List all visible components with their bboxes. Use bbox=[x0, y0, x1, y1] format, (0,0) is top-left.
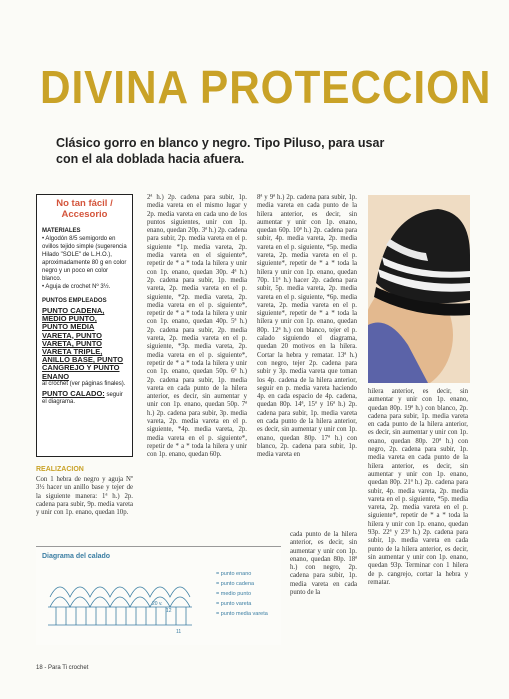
instructions-column-1: Con 1 hebra de negro y aguja Nº 3½ hacer un anillo base y tejer de la siguiente manera: 1ª h.) 2p. cadena para subir, 9p. media vareta y unir con 1p. enano, quedan 10p. bbox=[36, 476, 133, 517]
legend-item: = punto cadena bbox=[216, 581, 255, 587]
point-item: PUNTO MEDIA bbox=[42, 322, 95, 332]
calado-label: PUNTO CALADO: bbox=[42, 388, 105, 398]
hat-photo bbox=[368, 195, 470, 383]
page-subtitle: Clásico gorro en blanco y negro. Tipo Piluso, para usar con el ala doblada hacia afuera. bbox=[56, 136, 385, 166]
legend-item: = punto media vareta bbox=[216, 611, 268, 617]
page-footer: 18 - Para Ti crochet bbox=[36, 665, 89, 671]
stitch-diagram bbox=[36, 546, 281, 645]
points-heading: PUNTOS EMPLEADOS bbox=[42, 298, 107, 304]
repeat-label: 20 v. bbox=[152, 601, 163, 607]
point-item: CANGREJO Y PUNTO bbox=[42, 363, 120, 373]
point-item: ANILLO BASE, PUNTO bbox=[42, 355, 124, 365]
diagram-legend bbox=[216, 571, 268, 617]
page-title: DIVINA PROTECCION bbox=[40, 61, 492, 113]
instructions-column-3: 8ª y 9ª h.) 2p. cadena para subir, 1p. media vareta en cada punto de la hilera anterior, es decir, sin aumentar y unir con 1p. enano, quedan 60p. 10ª h.) 2p. cadena para subir, 4p. media vareta, 2p. media vareta en el p. siguiente, *5p. media vareta, 2p. media vareta en el p. siguiente*, repetir de * a * toda la hilera y unir con 1p. enano, quedan 70p. 11ª h.) hacer 2p. cadena para subir, 5p. media vareta, 2p. media vareta en el p. siguiente, *6p. media vareta, 2p. media vareta en el p. siguiente*, repetir de * a * toda la hilera y unir con 1p. enano, quedan 80p. 12ª h.) con blanco, tejer el p. calado siguiendo el diagrama, quedan 20 motivos en la hilera. Cortar la hebra y rematar. 13ª h.) con negro, tejer 2p. cadena para subir y 3p. media vareta que toman los 4p. cadena de la hilera anterior, seguir en p. media vareta haciendo 4p. en cada espacio de 4p. cadena, quedan 80p. 14ª, 15ª y 16ª h.) 2p. cadena para subir, 1p. media vareta en cada punto de la hilera anterior, es decir, sin aumentar y unir con 1p. enano, quedan 80p. 17ª h.) con blanco, 2p. cadena para subir, 1p. media vareta en bbox=[257, 194, 357, 459]
instructions-column-2: 2ª h.) 2p. cadena para subir, 1p. media vareta en el mismo lugar y 2p. media vareta en cada uno de los puntos siguientes, unir con 1p. enano, quedan 20p. 3ª h.) 2p. cadena para subir, 2p. media vareta en el p. siguiente *1p. media vareta, 2p. media vareta en el siguiente*, repetir de * a * toda la hilera y unir con 1p. enano, quedan 30p. 4ª h.) 2p. cadena para subir, 1p. media vareta, 2p. media vareta en el p. siguiente, *2p. media vareta, 2p. media vareta en el p. siguiente*, repetir de * a * toda la hilera y unir con 1p. enano, quedan 40p. 5ª h.) 2p. cadena para subir, 2p. media vareta, 2p. media vareta en el p. siguiente, *3p. media vareta, 2p. media vareta en el p. siguiente*, repetir de * a * toda la hilera y unir con 1p. enano, quedan 50p. 6ª h.) 2p. cadena para subir, 1p. media vareta en cada punto de la hilera anterior, es decir, sin aumentar y unir con 1p. enano, quedan 50p. 7ª h.) 2p. cadena para subir, 3p. media vareta, 2p. media vareta en el p. siguiente, *4p. media vareta, 2p. media vareta en el p. siguiente*, repetir de * a * toda la hilera y unir con 1p. enano, quedan 60p. bbox=[147, 194, 247, 459]
realizacion-heading: REALIZACION bbox=[36, 466, 84, 473]
legend-item: = medio punto bbox=[216, 591, 252, 597]
point-item: VARETA, PUNTO bbox=[42, 330, 103, 340]
point-item: ENANO bbox=[42, 371, 70, 381]
points-list bbox=[42, 307, 127, 381]
calado-note bbox=[42, 390, 127, 406]
info-box bbox=[36, 194, 133, 457]
stitch-chart bbox=[46, 567, 194, 637]
points-note: al crochet (ver páginas finales). bbox=[42, 380, 126, 387]
instructions-column-4: hilera anterior, es decir, sin aumentar y unir con 1p. enano, quedan 80p. 19ª h.) con blanco, 2p. cadena para subir, 1p. media vareta en cada punto de la hilera anterior, es decir, sin aumentar y unir con 1p. enano, quedan 80p. 20ª h.) con negro, 2p. cadena para subir, 1p. media vareta en cada punto de la hilera anterior, es decir, sin aumentar y unir con 1p. enano, quedan 80p. 21ª h.) 2p. cadena para subir, 4p. media vareta, 2p. media vareta en el p. siguiente, *5p. media vareta, 2p. media vareta en el p. siguiente*, repetir de * a * toda la hilera y unir con 1p. enano, quedan 93p. 22ª y 23ª h.) 2p. cadena para subir, 1p. media vareta en cada punto de la hilera anterior, es decir, sin aumentar y unir con 1p. enano, quedan 93p. Terminar con 1 hilera de p. cangrejo, cortar la hebra y rematar. bbox=[368, 388, 468, 586]
point-item: MEDIO PUNTO, bbox=[42, 314, 97, 324]
materials-heading: MATERIALES bbox=[42, 228, 81, 234]
materials-hook: • Aguja de crochet Nº 3½. bbox=[42, 284, 111, 290]
difficulty-heading: No tan fácil / Accesorio bbox=[56, 198, 113, 220]
materials-yarn: • Algodón 8/5 semigordo en ovillos tejido simple (sugerencia Hilado "SOLE" de L.H.O.), aproximadamente 80 g en color negro y un poco en color blanco. bbox=[42, 236, 127, 282]
instructions-column-3-continued: cada punto de la hilera anterior, es decir, sin aumentar y unir con 1p. enano, quedan 80p. 18ª h.) con negro, 2p. cadena para subir, 1p. media vareta en cada punto de la bbox=[290, 531, 357, 597]
row-label-12: 12 bbox=[166, 608, 172, 614]
calado-text: seguir el diagrama. bbox=[42, 391, 123, 405]
point-item: VARETA TRIPLE, bbox=[42, 347, 103, 357]
point-item: PUNTO CADENA, bbox=[42, 306, 105, 315]
diagram-title: Diagrama del calado bbox=[42, 553, 111, 560]
point-item: VARETA, PUNTO bbox=[42, 338, 103, 348]
legend-item: = punto vareta bbox=[216, 601, 252, 607]
hat-illustration bbox=[368, 195, 470, 383]
legend-item: = punto enano bbox=[216, 571, 252, 577]
row-label-11: 11 bbox=[176, 629, 182, 635]
